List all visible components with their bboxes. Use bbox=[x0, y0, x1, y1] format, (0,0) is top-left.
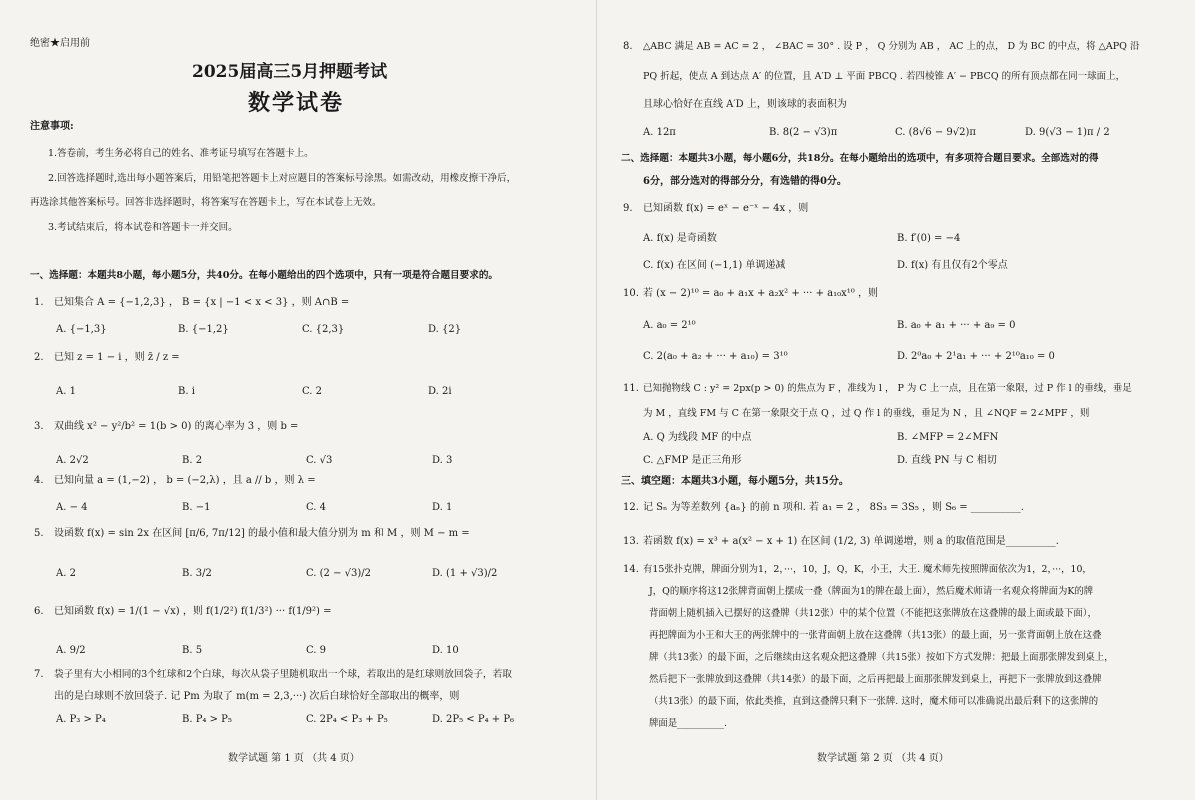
q8-line-2: PQ 折起，使点 A 到达点 A′ 的位置，且 A′D ⊥ 平面 PBCQ . 若四棱锥 A′ − PBCQ 的所有顶点都在同一球面上， bbox=[643, 71, 1126, 82]
q7-option-c: C. 2P₄ < P₃ + P₅ bbox=[306, 714, 388, 725]
q5-option-b: B. 3/2 bbox=[182, 568, 212, 579]
q9-stem: 已知函数 f(x) = eˣ − e⁻ˣ − 4x ，则 bbox=[643, 203, 809, 214]
q6-number: 6. bbox=[34, 606, 44, 617]
q5-number: 5. bbox=[34, 528, 44, 539]
page-1-footer: 数学试题 第 1 页 （共 4 页） bbox=[228, 753, 360, 764]
q9-number: 9. bbox=[623, 203, 633, 214]
q2-number: 2. bbox=[34, 352, 44, 363]
q10-option-b: B. a₀ + a₁ + ··· + a₉ = 0 bbox=[897, 320, 1016, 331]
q3-stem: 双曲线 x² − y²/b² = 1(b > 0) 的离心率为 3 ，则 b = bbox=[54, 421, 299, 432]
q11-option-a: A. Q 为线段 MF 的中点 bbox=[643, 432, 752, 443]
q9-option-b: B. f′(0) = −4 bbox=[897, 233, 961, 244]
q8-option-c: C. (8√6 − 9√2)π bbox=[895, 127, 976, 138]
q11-option-d: D. 直线 PN 与 C 相切 bbox=[897, 455, 997, 466]
note-3: 3.考试结束后，将本试卷和答题卡一并交回。 bbox=[48, 222, 238, 233]
q1-option-d: D. {2} bbox=[428, 324, 462, 335]
q8-line-1: △ABC 满足 AB = AC = 2 ， ∠BAC = 30° . 设 P ， Q 分别为 AB ， AC 上的点， D 为 BC 的中点，将 △APQ 沿 bbox=[643, 41, 1140, 52]
q1-option-a: A. {−1,3} bbox=[56, 324, 107, 335]
q2-option-c: C. 2 bbox=[302, 386, 323, 397]
q10-option-d: D. 2⁰a₀ + 2¹a₁ + ··· + 2¹⁰a₁₀ = 0 bbox=[897, 351, 1055, 362]
q14-line-7: （共13张）的最下面，依此类推，直到这叠牌只剩下一张牌. 这时，魔术师可以准确说出最后剩下的这张牌的 bbox=[649, 696, 1099, 707]
q11-number: 11. bbox=[623, 383, 639, 394]
q10-number: 10. bbox=[623, 288, 639, 299]
q5-option-d: D. (1 + √3)/2 bbox=[432, 568, 498, 579]
q9-option-c: C. f(x) 在区间 (−1,1) 单调递减 bbox=[643, 260, 786, 271]
q6-option-d: D. 10 bbox=[432, 645, 459, 656]
q11-option-b: B. ∠MFP = 2∠MFN bbox=[897, 432, 999, 443]
section-3-heading: 三、填空题：本题共3小题，每小题5分，共15分。 bbox=[621, 476, 849, 487]
q7-number: 7. bbox=[34, 669, 44, 680]
q2-option-d: D. 2i bbox=[428, 386, 452, 397]
q2-stem: 已知 z = 1 − i ，则 z̄ / z = bbox=[54, 352, 180, 363]
q5-option-a: A. 2 bbox=[56, 568, 76, 579]
section-2-heading: 二、选择题：本题共3小题，每小题6分，共18分。在每小题给出的选项中，有多项符合题目要求。全部选对的得 bbox=[621, 153, 1099, 164]
q10-option-c: C. 2(a₀ + a₂ + ··· + a₁₀) = 3¹⁰ bbox=[643, 351, 788, 362]
q10-option-a: A. a₀ = 2¹⁰ bbox=[643, 320, 696, 331]
q3-option-b: B. 2 bbox=[182, 455, 203, 466]
exam-subject: 数学试卷 bbox=[248, 90, 345, 116]
q14-line-5: 牌（共13张）的最下面，之后继续由这名观众把这叠牌（共15张）按如下方式发牌：把最上面那张牌发到桌上， bbox=[649, 652, 1114, 663]
exam-title: 2025届高三5月押题考试 bbox=[192, 62, 388, 82]
section-1-heading: 一、选择题：本题共8小题，每小题5分，共40分。在每小题给出的四个选项中，只有一项是符合题目要求的。 bbox=[30, 270, 499, 281]
q11-line-1: 已知抛物线 C : y² = 2px(p > 0) 的焦点为 F ，准线为 l ， P 为 C 上一点，且在第一象限，过 P 作 l 的垂线，垂足 bbox=[643, 383, 1132, 394]
note-2: 2.回答选择题时,选出每小题答案后，用铅笔把答题卡上对应题目的答案标号涂黑。如需改动，用橡皮擦干净后， bbox=[48, 173, 517, 184]
q13-stem: 若函数 f(x) = x³ + a(x² − x + 1) 在区间 (1/2, 3) 单调递增，则 a 的取值范围是__________. bbox=[643, 536, 1059, 547]
q11-option-c: C. △FMP 是正三角形 bbox=[643, 455, 742, 466]
q7-line-1: 袋子里有大小相同的3个红球和2个白球，每次从袋子里随机取出一个球，若取出的是红球则放回袋子，若取 bbox=[54, 669, 512, 680]
q7-option-d: D. 2P₅ < P₄ + P₆ bbox=[432, 714, 515, 725]
q14-line-1: 有15张扑克牌，牌面分别为1，2，···，10，J，Q，K，小王，大王. 魔术师先按照牌面依次为1，2，···，10， bbox=[643, 564, 1092, 575]
q9-option-d: D. f(x) 有且仅有2个零点 bbox=[897, 260, 1008, 271]
q3-option-c: C. √3 bbox=[306, 455, 333, 466]
q13-number: 13. bbox=[623, 536, 639, 547]
q14-line-8: 牌面是__________. bbox=[649, 718, 727, 729]
secret-mark: 绝密★启用前 bbox=[30, 38, 90, 49]
q1-option-c: C. {2,3} bbox=[302, 324, 345, 335]
q4-option-d: D. 1 bbox=[432, 502, 453, 513]
q6-stem: 已知函数 f(x) = 1/(1 − √x) ，则 f(1/2²) f(1/3²) ··· f(1/9²) = bbox=[54, 606, 332, 617]
notes-heading: 注意事项: bbox=[30, 121, 74, 132]
q6-option-c: C. 9 bbox=[306, 645, 327, 656]
q4-option-b: B. −1 bbox=[182, 502, 211, 513]
q2-option-b: B. i bbox=[178, 386, 195, 397]
q2-option-a: A. 1 bbox=[56, 386, 76, 397]
q4-number: 4. bbox=[34, 475, 44, 486]
q5-stem: 设函数 f(x) = sin 2x 在区间 [π/6, 7π/12] 的最小值和最大值分别为 m 和 M ，则 M − m = bbox=[54, 528, 470, 539]
q8-option-a: A. 12π bbox=[643, 127, 676, 138]
q14-line-3: 背面朝上随机插入已摆好的这叠牌（共12张）中的某个位置（不能把这张牌放在这叠牌的最上面或最下面）， bbox=[649, 608, 1097, 619]
q12-number: 12. bbox=[623, 502, 639, 513]
page-2 bbox=[597, 0, 1195, 800]
q6-option-b: B. 5 bbox=[182, 645, 203, 656]
q1-number: 1. bbox=[34, 297, 44, 308]
section-2-heading-cont: 6分，部分选对的得部分分，有选错的得0分。 bbox=[643, 176, 847, 187]
q8-option-b: B. 8(2 − √3)π bbox=[769, 127, 838, 138]
page-1 bbox=[0, 0, 597, 800]
q14-number: 14. bbox=[623, 564, 639, 575]
q12-stem: 记 Sₙ 为等差数列 {aₙ} 的前 n 项和. 若 a₁ = 2 ， 8S₃ = 3S₅ ，则 S₆ = __________. bbox=[643, 502, 1024, 513]
q1-stem: 已知集合 A = {−1,2,3} ， B = {x | −1 < x < 3} ，则 A∩B = bbox=[54, 297, 350, 308]
q7-option-a: A. P₃ > P₄ bbox=[56, 714, 106, 725]
q4-option-a: A. − 4 bbox=[56, 502, 88, 513]
q3-option-a: A. 2√2 bbox=[56, 455, 89, 466]
q8-line-3: 且球心恰好在直线 A′D 上，则该球的表面积为 bbox=[643, 99, 847, 110]
q14-line-2: J，Q的顺序将这12张牌背面朝上摆成一叠（牌面为1的牌在最上面），然后魔术师请一名观众将牌面为K的牌 bbox=[649, 586, 1094, 597]
note-1: 1.答卷前，考生务必将自己的姓名、准考证号填写在答题卡上。 bbox=[48, 148, 314, 159]
q10-stem: 若 (x − 2)¹⁰ = a₀ + a₁x + a₂x² + ··· + a₁₀x¹⁰ ，则 bbox=[643, 288, 878, 299]
q7-option-b: B. P₄ > P₅ bbox=[182, 714, 232, 725]
q5-option-c: C. (2 − √3)/2 bbox=[306, 568, 372, 579]
q14-line-4: 再把牌面为小王和大王的两张牌中的一张背面朝上放在这叠牌（共13张）的最上面，另一张背面朝上放在这叠 bbox=[649, 630, 1102, 641]
q9-option-a: A. f(x) 是奇函数 bbox=[643, 233, 717, 244]
q8-number: 8. bbox=[623, 41, 633, 52]
page-2-footer: 数学试题 第 2 页 （共 4 页） bbox=[817, 753, 949, 764]
q8-option-d: D. 9(√3 − 1)π / 2 bbox=[1025, 127, 1110, 138]
q14-line-6: 然后把下一张牌放到这叠牌（共14张）的最下面，之后再把最上面那张牌发到桌上，再把下一张牌放到这叠牌 bbox=[649, 674, 1102, 685]
q1-option-b: B. {−1,2} bbox=[178, 324, 229, 335]
note-2-cont: 再选涂其他答案标号。回答非选择题时，将答案写在答题卡上，写在本试卷上无效。 bbox=[30, 197, 382, 208]
q4-stem: 已知向量 a = (1,−2) ， b = (−2,λ) ，且 a // b ，则 λ = bbox=[54, 475, 316, 486]
q6-option-a: A. 9/2 bbox=[56, 645, 86, 656]
q3-option-d: D. 3 bbox=[432, 455, 453, 466]
q7-line-2: 出的是白球则不放回袋子. 记 Pm 为取了 m(m = 2,3,···) 次后白球恰好全部取出的概率，则 bbox=[54, 691, 460, 702]
q3-number: 3. bbox=[34, 421, 44, 432]
q11-line-2: 为 M ，直线 FM 与 C 在第一象限交于点 Q ，过 Q 作 l 的垂线，垂足为 N ，且 ∠NQF = 2∠MPF ，则 bbox=[643, 408, 1090, 419]
q4-option-c: C. 4 bbox=[306, 502, 327, 513]
